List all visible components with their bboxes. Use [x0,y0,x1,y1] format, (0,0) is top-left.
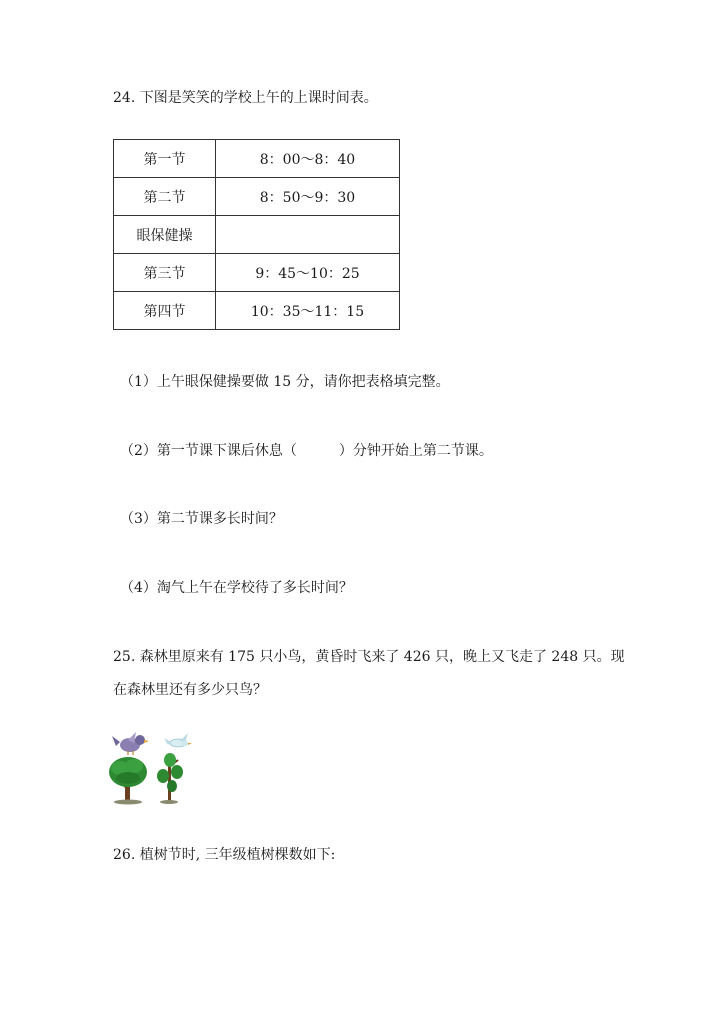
table-row [114,254,400,292]
table-row [114,178,400,216]
bird-icon [164,733,192,747]
q26-title: 26. 植树节时, 三年级植树棵数如下: [113,847,336,863]
q25-line1: 25. 森林里原来有 175 只小鸟，黄昏时飞来了 426 只，晚上又飞走了 248 只。现 [113,649,625,665]
birds-and-trees-illustration [106,730,196,810]
bird-icon [112,732,149,755]
tree-bird-icon [106,730,196,806]
q25-line2: 在森林里还有多少只鸟？ [113,682,267,698]
tree-icon [109,757,147,805]
q24-sub2: （2）第一节课下课后休息（ ）分钟开始上第二节课。 [120,443,493,459]
period-time: 8：50～9：30 [216,178,400,216]
period-name: 第四节 [114,292,216,330]
period-time: 8：00～8：40 [216,140,400,178]
q24-sub1: （1）上午眼保健操要做 15 分，请你把表格填完整。 [120,374,450,390]
period-time: 9：45～10：25 [216,254,400,292]
period-time: 10：35～11：15 [216,292,400,330]
table-row [114,216,400,254]
schedule-table [113,139,400,330]
period-name: 眼保健操 [114,216,216,254]
period-name: 第一节 [114,140,216,178]
table-row [114,292,400,330]
tree-icon [157,753,183,804]
period-name: 第二节 [114,178,216,216]
q24-sub3: （3）第二节课多长时间？ [120,511,283,527]
q24-title: 24. 下图是笑笑的学校上午的上课时间表。 [113,90,378,106]
period-name: 第三节 [114,254,216,292]
q24-sub4: （4）淘气上午在学校待了多长时间？ [120,580,353,596]
table-row [114,140,400,178]
period-time-blank[interactable] [216,216,400,254]
